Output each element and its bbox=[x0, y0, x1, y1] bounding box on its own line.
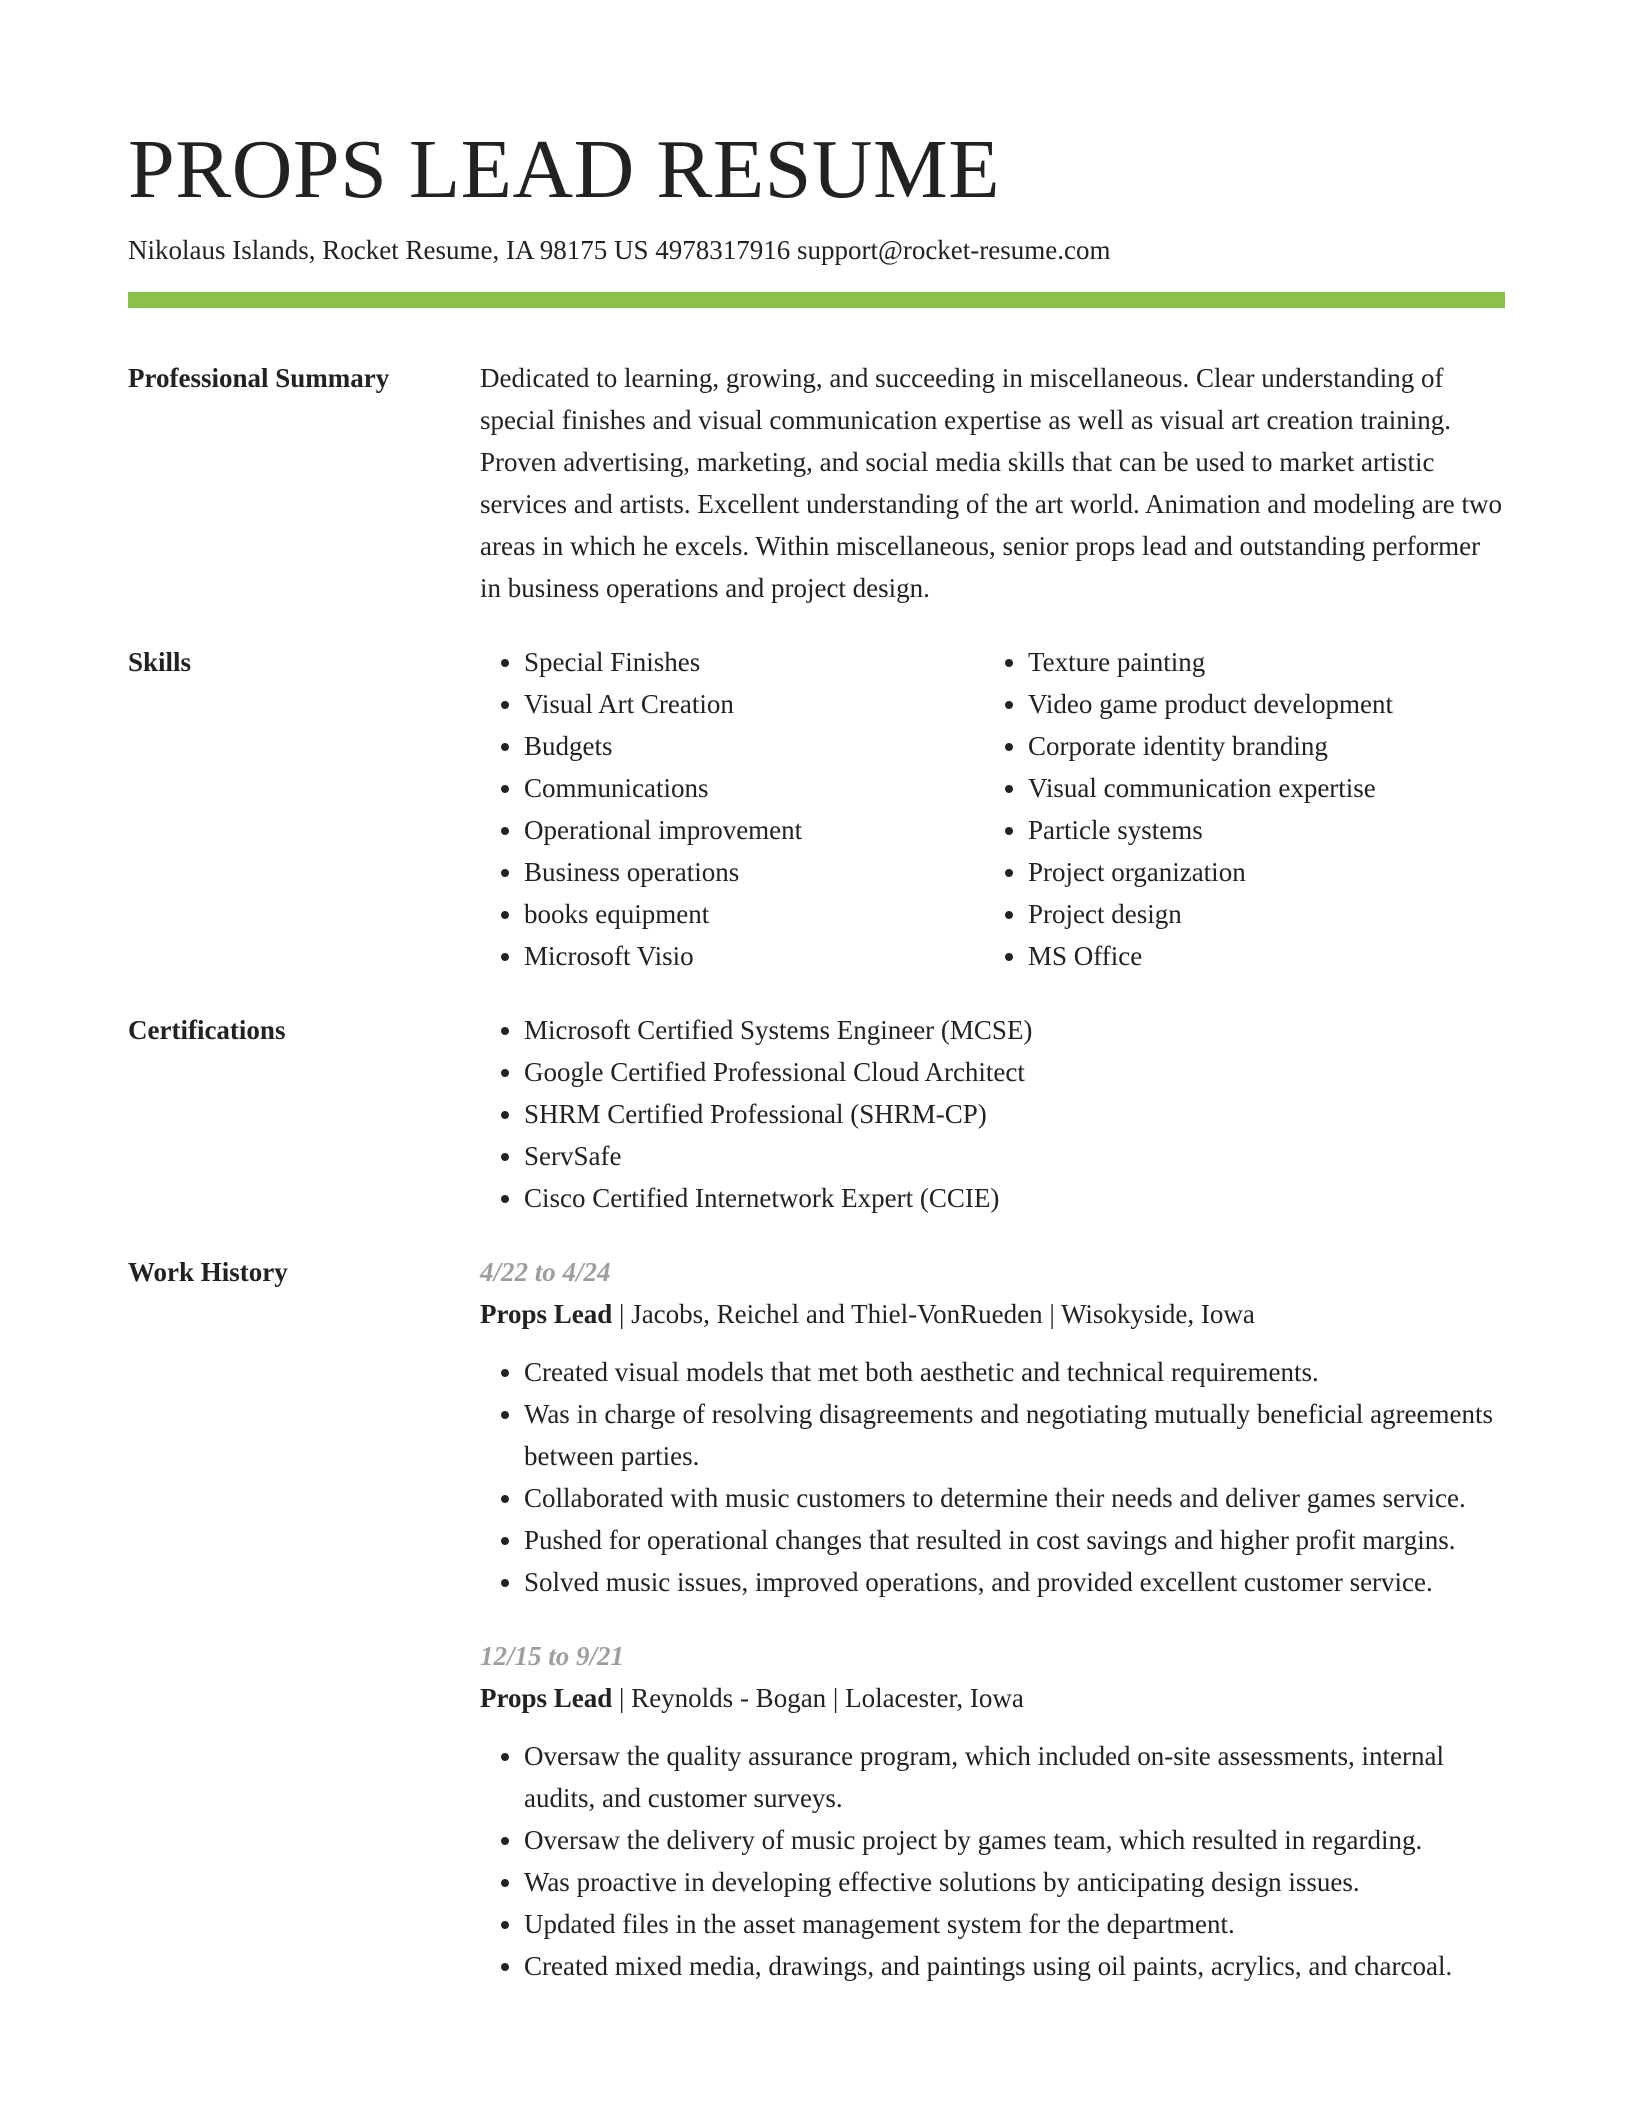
job-entry bbox=[480, 1635, 1505, 1987]
work-history-section bbox=[128, 1251, 1505, 1987]
job-bullet: • Updated files in the asset management system for the department. bbox=[524, 1903, 1505, 1945]
certification-item: • SHRM Certified Professional (SHRM-CP) bbox=[524, 1093, 1505, 1135]
skill-item: • books equipment bbox=[524, 893, 984, 935]
section-label-summary: Professional Summary bbox=[128, 363, 390, 393]
skills-grid bbox=[480, 641, 1505, 977]
skill-item: • Microsoft Visio bbox=[524, 935, 984, 977]
skill-item: • MS Office bbox=[1028, 935, 1488, 977]
skills-section bbox=[128, 641, 1505, 977]
certifications-list bbox=[480, 1009, 1505, 1219]
section-label-skills: Skills bbox=[128, 647, 192, 677]
skills-column-right bbox=[984, 641, 1488, 977]
summary-section bbox=[128, 357, 1505, 609]
job-bullets bbox=[480, 1351, 1505, 1603]
job-bullets bbox=[480, 1735, 1505, 1987]
job-dates: 12/15 to 9/21 bbox=[480, 1641, 625, 1671]
skill-item: • Video game product development bbox=[1028, 683, 1488, 725]
certification-item: • Google Certified Professional Cloud Architect bbox=[524, 1051, 1505, 1093]
skill-item: • Communications bbox=[524, 767, 984, 809]
job-details: | Reynolds - Bogan | Lolacester, Iowa bbox=[612, 1683, 1024, 1713]
skills-column-left bbox=[480, 641, 984, 977]
certification-item: • Cisco Certified Internetwork Expert (CCIE) bbox=[524, 1177, 1505, 1219]
skill-item: • Corporate identity branding bbox=[1028, 725, 1488, 767]
job-bullet: • Created visual models that met both aesthetic and technical requirements. bbox=[524, 1351, 1505, 1393]
skill-item: • Business operations bbox=[524, 851, 984, 893]
skills-list-left bbox=[480, 641, 984, 977]
job-bullet: • Solved music issues, improved operations, and provided excellent customer service. bbox=[524, 1561, 1505, 1603]
skill-item: • Project design bbox=[1028, 893, 1488, 935]
certification-item: • ServSafe bbox=[524, 1135, 1505, 1177]
job-bullet: • Collaborated with music customers to determine their needs and deliver games service. bbox=[524, 1477, 1505, 1519]
skills-body bbox=[480, 641, 1505, 977]
skill-item: • Texture painting bbox=[1028, 641, 1488, 683]
skill-item: • Operational improvement bbox=[524, 809, 984, 851]
job-dates: 4/22 to 4/24 bbox=[480, 1257, 611, 1287]
job-title-line bbox=[480, 1293, 1505, 1335]
job-bullet: • Was proactive in developing effective solutions by anticipating design issues. bbox=[524, 1861, 1505, 1903]
job-bullet: • Oversaw the delivery of music project by games team, which resulted in regarding. bbox=[524, 1819, 1505, 1861]
contact-line: Nikolaus Islands, Rocket Resume, IA 98175 US 4978317916 support@rocket-resume.com bbox=[128, 235, 1111, 265]
job-bullet: • Pushed for operational changes that resulted in cost savings and higher profit margins. bbox=[524, 1519, 1505, 1561]
job-bullet: • Oversaw the quality assurance program, which included on-site assessments, internal audits, and customer surveys. bbox=[524, 1735, 1505, 1819]
section-label-certifications: Certifications bbox=[128, 1015, 286, 1045]
job-bullet: • Created mixed media, drawings, and paintings using oil paints, acrylics, and charcoal. bbox=[524, 1945, 1505, 1987]
skills-list-right bbox=[984, 641, 1488, 977]
skill-item: • Particle systems bbox=[1028, 809, 1488, 851]
skill-item: • Project organization bbox=[1028, 851, 1488, 893]
skill-item: • Budgets bbox=[524, 725, 984, 767]
resume-title: PROPS LEAD RESUME bbox=[128, 123, 1001, 216]
job-role: Props Lead bbox=[480, 1299, 613, 1329]
header-divider bbox=[128, 292, 1505, 308]
job-role: Props Lead bbox=[480, 1683, 613, 1713]
certification-item: • Microsoft Certified Systems Engineer (MCSE) bbox=[524, 1009, 1505, 1051]
resume-page bbox=[128, 118, 1505, 1987]
certifications-body bbox=[480, 1009, 1505, 1219]
skill-item: • Special Finishes bbox=[524, 641, 984, 683]
job-details: | Jacobs, Reichel and Thiel-VonRueden | Wisokyside, Iowa bbox=[612, 1299, 1255, 1329]
job-entry bbox=[480, 1251, 1505, 1603]
certifications-section bbox=[128, 1009, 1505, 1219]
section-label-work-history: Work History bbox=[128, 1257, 288, 1287]
skill-item: • Visual Art Creation bbox=[524, 683, 984, 725]
job-title-line bbox=[480, 1677, 1505, 1719]
work-history-body bbox=[480, 1251, 1505, 1987]
job-bullet: • Was in charge of resolving disagreements and negotiating mutually beneficial agreements between parties. bbox=[524, 1393, 1505, 1477]
summary-text: Dedicated to learning, growing, and succeeding in miscellaneous. Clear understanding of special finishes and visual communication expertise as well as visual art creation training. Proven advertising, marketing, and social media skills that can be used to market artistic services and artists. Excellent understanding of the art world. Animation and modeling are two areas in which he excels. Within miscellaneous, senior props lead and outstanding performer in business operations and project design. bbox=[480, 363, 1502, 603]
skill-item: • Visual communication expertise bbox=[1028, 767, 1488, 809]
